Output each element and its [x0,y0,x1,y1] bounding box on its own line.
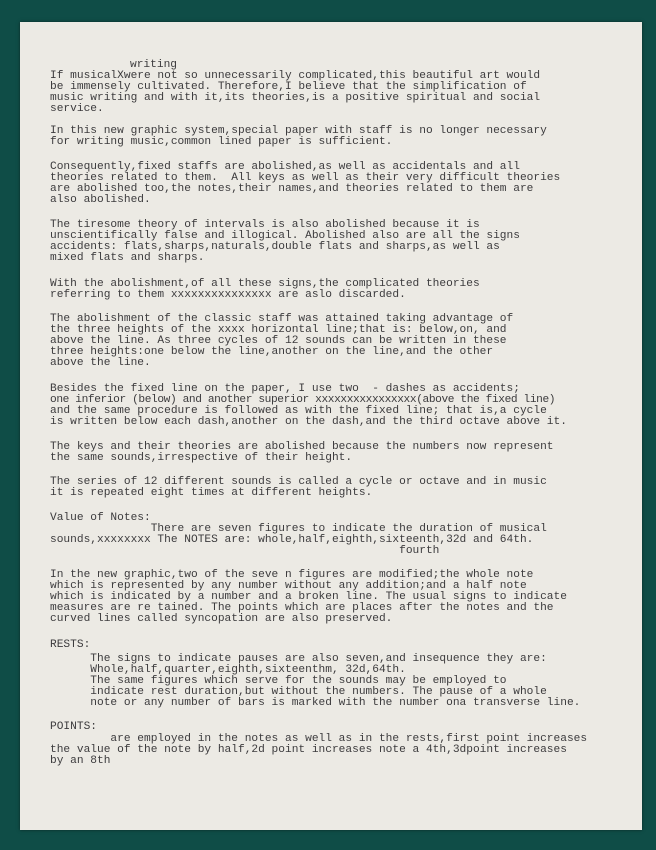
text-line: There are seven figures to indicate the duration of musical [50,523,547,535]
section-heading: POINTS: [50,721,97,733]
text-line: accidents: flats,sharps,naturals,double flats and sharps,as well as [50,241,500,253]
text-line: The tiresome theory of intervals is also abolished because it is [50,219,480,231]
text-line: fourth [50,545,440,557]
text-line: above the line. As three cycles of 12 sounds can be written in these [50,335,507,347]
text-line: are employed in the notes as well as in the rests,first point increases [50,733,588,745]
text-line: music writing and with it,its theories,is a positive spiritual and social [50,92,541,104]
text-line: Besides the fixed line on the paper, I use two - dashes as accidents; [50,383,520,395]
text-line: service. [50,103,104,115]
text-line: The series of 12 different sounds is called a cycle or octave and in music [50,476,547,488]
text-line: The keys and their theories are abolished because the numbers now represent [50,441,554,453]
text-line: which is represented by any number without any addition;and a half note [50,580,527,592]
section-heading: Value of Notes: [50,512,151,524]
text-line: are abolished too,the notes,their names,and theories related to them are [50,183,534,195]
text-line: indicate rest duration,but without the numbers. The pause of a whole [50,686,547,698]
text-line: sounds,xxxxxxxx The NOTES are: whole,half,eighth,sixteenth,32d and 64th. [50,534,534,546]
text-line: above the line. [50,357,151,369]
text-line: In the new graphic,two of the seve n figures are modified;the whole note [50,569,534,581]
text-line: one inferior (below) and another superior xxxxxxxxxxxxxxxx(above the fixed line) [50,394,556,406]
text-line: In this new graphic system,special paper with staff is no longer necessary [50,125,547,137]
text-line: and the same procedure is followed as with the fixed line; that is,a cycle [50,405,547,417]
text-line: is written below each dash,another on the dash,and the third octave above it. [50,416,567,428]
text-line: three heights:one below the line,another on the line,and the other [50,346,494,358]
text-line: also abolished. [50,194,151,206]
text-line: unscientifically false and illogical. Abolished also are all the signs [50,230,520,242]
page-text [20,22,642,830]
text-line: be immensely cultivated. Therefore,I believe that the simplification of [50,81,527,93]
text-line: Consequently,fixed staffs are abolished,as well as accidentals and all [50,161,520,173]
text-line: curved lines called syncopation are also preserved. [50,613,393,625]
text-line: for writing music,common lined paper is sufficient. [50,136,393,148]
text-line: by an 8th [50,755,111,767]
text-line: The signs to indicate pauses are also seven,and insequence they are: [50,653,547,665]
text-line: The abolishment of the classic staff was attained taking advantage of [50,313,514,325]
text-line: If musicalXwere not so unnecessarily complicated,this beautiful art would [50,70,541,82]
text-line: the three heights of the xxxx horizontal line;that is: below,on, and [50,324,507,336]
text-line: referring to them xxxxxxxxxxxxxxx are aslo discarded. [50,289,406,301]
text-line: which is indicated by a number and a broken line. The usual signs to indicate [50,591,567,603]
text-line: The same figures which serve for the sounds may be employed to [50,675,507,687]
text-line: the same sounds,irrespective of their height. [50,452,353,464]
text-line: it is repeated eight times at different heights. [50,487,373,499]
section-heading: RESTS: [50,639,91,651]
text-line: measures are re tained. The points which are places after the notes and the [50,602,554,614]
text-line: With the abolishment,of all these signs,the complicated theories [50,278,480,290]
text-line: writing [130,59,177,71]
text-line: mixed flats and sharps. [50,252,205,264]
text-line: theories related to them. All keys as well as their very difficult theories [50,172,561,184]
text-line: the value of the note by half,2d point increases note a 4th,3dpoint increases [50,744,567,756]
text-line: Whole,half,quarter,eighth,sixteenthm, 32d,64th. [50,664,406,676]
typewritten-page [20,22,642,830]
text-line: note or any number of bars is marked with the number ona transverse line. [50,697,581,709]
